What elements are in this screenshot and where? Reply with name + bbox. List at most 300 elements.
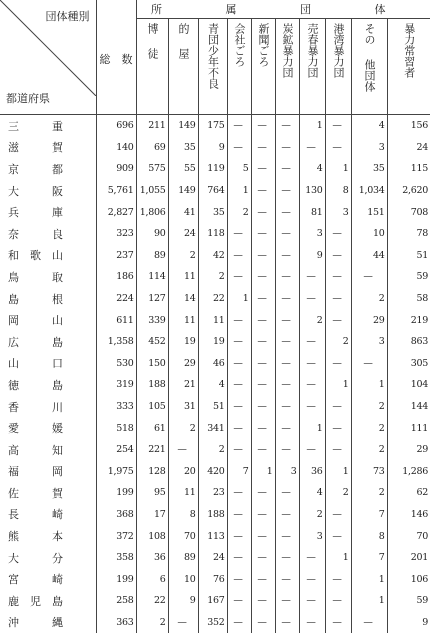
value-cell: —: [275, 396, 299, 418]
value-cell: —: [227, 331, 251, 353]
value-cell: —: [325, 115, 351, 137]
value-cell: —: [227, 266, 251, 288]
value-cell: —: [227, 568, 251, 590]
value-cell: 5: [227, 158, 251, 180]
value-cell: 4: [299, 482, 325, 504]
value-cell: 9: [168, 590, 198, 612]
value-cell: 10: [168, 568, 198, 590]
value-cell: —: [275, 266, 299, 288]
value-cell: 11: [198, 309, 227, 331]
value-cell: —: [251, 417, 275, 439]
value-cell: 339: [136, 309, 168, 331]
value-cell: —: [325, 590, 351, 612]
value-cell: 1,975: [96, 461, 136, 483]
prefecture-cell: 沖 縄: [8, 616, 63, 630]
value-cell: —: [275, 288, 299, 310]
corner-top-label: 団体種別: [45, 10, 90, 23]
value-cell: —: [325, 288, 351, 310]
value-cell: 130: [299, 180, 325, 202]
table-row: [0, 461, 430, 483]
value-cell: 11: [168, 309, 198, 331]
value-cell: 1,358: [96, 331, 136, 353]
value-cell: 111: [387, 417, 430, 439]
value-cell: —: [275, 309, 299, 331]
value-cell: —: [227, 353, 251, 375]
value-cell: —: [351, 266, 387, 288]
prefecture-cell: 滋 賀: [8, 141, 63, 155]
value-cell: 73: [351, 461, 387, 483]
value-cell: 156: [387, 115, 430, 137]
value-cell: 23: [198, 482, 227, 504]
value-cell: 1: [299, 115, 325, 137]
value-cell: 2: [351, 288, 387, 310]
value-cell: 35: [168, 137, 198, 159]
value-cell: 372: [96, 525, 136, 547]
value-cell: —: [251, 137, 275, 159]
value-cell: —: [251, 223, 275, 245]
value-cell: —: [275, 353, 299, 375]
value-cell: 35: [351, 158, 387, 180]
value-cell: 2: [198, 266, 227, 288]
value-cell: 144: [387, 396, 430, 418]
value-cell: 452: [136, 331, 168, 353]
value-cell: —: [299, 612, 325, 633]
value-cell: —: [325, 266, 351, 288]
group-header: [136, 0, 430, 19]
table-row: [0, 137, 430, 159]
value-cell: —: [299, 353, 325, 375]
value-cell: —: [251, 482, 275, 504]
value-cell: —: [251, 201, 275, 223]
value-cell: —: [251, 245, 275, 267]
value-cell: 19: [168, 331, 198, 353]
prefecture-cell: 山 口: [8, 357, 63, 371]
value-cell: 14: [168, 288, 198, 310]
value-cell: 29: [168, 353, 198, 375]
value-cell: 3: [299, 223, 325, 245]
value-cell: 224: [96, 288, 136, 310]
value-cell: 59: [387, 266, 430, 288]
value-cell: 149: [168, 115, 198, 137]
value-cell: 104: [387, 374, 430, 396]
value-cell: —: [299, 439, 325, 461]
value-cell: 59: [387, 590, 430, 612]
prefecture-cell: 鳥 取: [8, 270, 63, 284]
value-cell: —: [227, 223, 251, 245]
value-cell: 24: [387, 137, 430, 159]
value-cell: —: [227, 417, 251, 439]
value-cell: 420: [198, 461, 227, 483]
value-cell: 518: [96, 417, 136, 439]
value-cell: —: [299, 331, 325, 353]
value-cell: 128: [136, 461, 168, 483]
value-cell: —: [251, 590, 275, 612]
value-cell: 146: [387, 504, 430, 526]
value-cell: 1: [351, 568, 387, 590]
column-header-bottom: 他団体: [363, 59, 376, 92]
table-row: [0, 504, 430, 526]
value-cell: 1: [325, 547, 351, 569]
value-cell: —: [251, 353, 275, 375]
value-cell: 199: [96, 482, 136, 504]
table-row: [0, 115, 430, 137]
table-row: [0, 331, 430, 353]
value-cell: 150: [136, 353, 168, 375]
value-cell: 2: [198, 439, 227, 461]
value-cell: 1: [325, 461, 351, 483]
value-cell: 188: [136, 374, 168, 396]
value-cell: —: [325, 396, 351, 418]
table-row: [0, 612, 430, 633]
value-cell: 9: [299, 245, 325, 267]
value-cell: 305: [387, 353, 430, 375]
prefecture-cell: 佐 賀: [8, 486, 63, 500]
table-row: [0, 482, 430, 504]
value-cell: —: [251, 568, 275, 590]
prefecture-cell: 熊 本: [8, 530, 63, 544]
column-header: [136, 19, 168, 115]
value-cell: —: [299, 137, 325, 159]
value-cell: —: [275, 158, 299, 180]
total-header-label: 総 数: [99, 52, 133, 66]
value-cell: —: [251, 309, 275, 331]
value-cell: 764: [198, 180, 227, 202]
column-header: [325, 19, 351, 115]
prefecture-cell: 島 根: [8, 292, 63, 306]
value-cell: 106: [387, 568, 430, 590]
prefecture-cell: 大 阪: [8, 184, 63, 198]
value-cell: —: [275, 137, 299, 159]
value-cell: —: [299, 547, 325, 569]
value-cell: —: [325, 504, 351, 526]
value-cell: —: [275, 374, 299, 396]
value-cell: 22: [198, 288, 227, 310]
value-cell: 70: [387, 525, 430, 547]
value-cell: 8: [168, 504, 198, 526]
value-cell: —: [251, 115, 275, 137]
value-cell: 258: [96, 590, 136, 612]
value-cell: 95: [136, 482, 168, 504]
value-cell: 81: [299, 201, 325, 223]
value-cell: 219: [387, 309, 430, 331]
column-header-top: 港湾暴力団: [332, 23, 345, 78]
value-cell: 3: [351, 137, 387, 159]
value-cell: —: [251, 288, 275, 310]
value-cell: 51: [198, 396, 227, 418]
value-cell: —: [168, 439, 198, 461]
column-header: [275, 19, 299, 115]
value-cell: —: [275, 547, 299, 569]
value-cell: 1: [351, 590, 387, 612]
prefecture-cell: 愛 媛: [8, 422, 63, 436]
prefecture-cell: 兵 庫: [8, 206, 63, 220]
value-cell: 1: [325, 374, 351, 396]
column-header-top: 暴力常習者: [402, 23, 416, 78]
value-cell: —: [251, 504, 275, 526]
value-cell: 2: [325, 331, 351, 353]
value-cell: 140: [96, 137, 136, 159]
value-cell: —: [275, 482, 299, 504]
value-cell: 6: [136, 568, 168, 590]
table-row: [0, 201, 430, 223]
value-cell: —: [251, 439, 275, 461]
value-cell: 10: [351, 223, 387, 245]
prefecture-cell: 和 歌 山: [8, 249, 63, 263]
value-cell: 7: [351, 547, 387, 569]
prefecture-cell: 鹿 児 島: [8, 594, 63, 608]
column-header: [299, 19, 325, 115]
value-cell: —: [275, 439, 299, 461]
value-cell: 4: [198, 374, 227, 396]
value-cell: 1,806: [136, 201, 168, 223]
table-row: [0, 417, 430, 439]
column-header-top: 新聞ごろ: [257, 23, 270, 67]
value-cell: —: [227, 396, 251, 418]
value-cell: —: [227, 482, 251, 504]
table-row: [0, 266, 430, 288]
value-cell: 36: [299, 461, 325, 483]
value-cell: 221: [136, 439, 168, 461]
value-cell: 51: [387, 245, 430, 267]
prefecture-cell: 宮 崎: [8, 573, 63, 587]
value-cell: 115: [387, 158, 430, 180]
value-cell: 696: [96, 115, 136, 137]
value-cell: 29: [351, 309, 387, 331]
value-cell: —: [299, 568, 325, 590]
prefecture-cell: 香 川: [8, 400, 63, 414]
value-cell: 90: [136, 223, 168, 245]
value-cell: 368: [96, 504, 136, 526]
value-cell: 363: [96, 612, 136, 633]
value-cell: —: [251, 396, 275, 418]
value-cell: 9: [198, 137, 227, 159]
group-header-label: 所 属 団 体: [151, 3, 416, 16]
value-cell: 4: [351, 115, 387, 137]
value-cell: 61: [136, 417, 168, 439]
value-cell: —: [227, 115, 251, 137]
table-row: [0, 439, 430, 461]
corner-bottom-label: 都道府県: [6, 92, 50, 105]
value-cell: 24: [168, 223, 198, 245]
value-cell: 1,055: [136, 180, 168, 202]
value-cell: —: [227, 547, 251, 569]
prefecture-cell: 徳 島: [8, 378, 63, 392]
value-cell: —: [275, 612, 299, 633]
value-cell: —: [275, 417, 299, 439]
value-cell: 36: [136, 547, 168, 569]
value-cell: 41: [168, 201, 198, 223]
value-cell: 70: [168, 525, 198, 547]
value-cell: —: [275, 180, 299, 202]
prefecture-cell: 福 岡: [8, 465, 63, 479]
value-cell: 4: [299, 158, 325, 180]
value-cell: 29: [387, 439, 430, 461]
value-cell: 323: [96, 223, 136, 245]
value-cell: 2: [136, 612, 168, 633]
value-cell: 333: [96, 396, 136, 418]
column-header-top: 売春暴力団: [306, 23, 319, 78]
value-cell: —: [325, 223, 351, 245]
column-header-top: 会社ごろ: [233, 23, 246, 67]
value-cell: 201: [387, 547, 430, 569]
value-cell: 1: [227, 288, 251, 310]
value-cell: —: [325, 568, 351, 590]
value-cell: 254: [96, 439, 136, 461]
value-cell: —: [299, 266, 325, 288]
column-header-top: 博: [146, 23, 159, 34]
value-cell: —: [227, 245, 251, 267]
value-cell: —: [275, 201, 299, 223]
value-cell: 575: [136, 158, 168, 180]
value-cell: —: [325, 612, 351, 633]
value-cell: —: [251, 158, 275, 180]
value-cell: 78: [387, 223, 430, 245]
value-cell: 24: [198, 547, 227, 569]
value-cell: 5,761: [96, 180, 136, 202]
table-row: [0, 590, 430, 612]
value-cell: 186: [96, 266, 136, 288]
value-cell: 909: [96, 158, 136, 180]
value-cell: 76: [198, 568, 227, 590]
value-cell: 8: [325, 180, 351, 202]
value-cell: 11: [168, 266, 198, 288]
value-cell: —: [275, 568, 299, 590]
value-cell: —: [227, 525, 251, 547]
value-cell: 7: [351, 504, 387, 526]
table-row: [0, 396, 430, 418]
value-cell: 46: [198, 353, 227, 375]
value-cell: 8: [351, 525, 387, 547]
table-row: [0, 374, 430, 396]
column-header: [351, 19, 387, 115]
value-cell: 58: [387, 288, 430, 310]
value-cell: 2: [325, 482, 351, 504]
value-cell: 2: [168, 417, 198, 439]
value-cell: —: [325, 137, 351, 159]
value-cell: 2: [351, 396, 387, 418]
value-cell: —: [251, 547, 275, 569]
value-cell: —: [227, 612, 251, 633]
value-cell: 118: [198, 223, 227, 245]
table-row: [0, 547, 430, 569]
value-cell: 108: [136, 525, 168, 547]
value-cell: 2: [351, 417, 387, 439]
column-header-top: 的: [177, 23, 190, 34]
table-row: [0, 223, 430, 245]
value-cell: 1: [325, 158, 351, 180]
table-row: [0, 180, 430, 202]
value-cell: 31: [168, 396, 198, 418]
value-cell: —: [325, 353, 351, 375]
value-cell: —: [325, 439, 351, 461]
value-cell: —: [299, 590, 325, 612]
value-cell: 127: [136, 288, 168, 310]
value-cell: —: [275, 223, 299, 245]
value-cell: —: [227, 439, 251, 461]
value-cell: 21: [168, 374, 198, 396]
value-cell: —: [325, 417, 351, 439]
column-header: [168, 19, 198, 115]
column-header-bottom: 屋: [177, 48, 190, 59]
column-header-top: 炭鉱暴力団: [281, 23, 294, 78]
value-cell: —: [168, 612, 198, 633]
value-cell: 89: [168, 547, 198, 569]
value-cell: —: [351, 353, 387, 375]
value-cell: 119: [198, 158, 227, 180]
value-cell: 11: [168, 482, 198, 504]
value-cell: 42: [198, 245, 227, 267]
table-row: [0, 309, 430, 331]
value-cell: —: [227, 590, 251, 612]
value-cell: 1,286: [387, 461, 430, 483]
table-row: [0, 158, 430, 180]
value-cell: —: [227, 504, 251, 526]
prefecture-cell: 長 崎: [8, 508, 63, 522]
value-cell: 1: [251, 461, 275, 483]
value-cell: 3: [351, 331, 387, 353]
value-cell: 35: [198, 201, 227, 223]
corner-header-cell: [0, 0, 96, 115]
prefecture-cell: 京 都: [8, 162, 63, 176]
value-cell: —: [351, 612, 387, 633]
total-header: [96, 0, 136, 115]
value-cell: —: [227, 309, 251, 331]
value-cell: 3: [299, 525, 325, 547]
value-cell: 3: [275, 461, 299, 483]
value-cell: 2: [299, 309, 325, 331]
value-cell: 1: [351, 374, 387, 396]
value-cell: 3: [325, 201, 351, 223]
value-cell: 341: [198, 417, 227, 439]
value-cell: 44: [351, 245, 387, 267]
value-cell: —: [275, 115, 299, 137]
value-cell: —: [325, 309, 351, 331]
value-cell: —: [227, 137, 251, 159]
value-cell: 19: [198, 331, 227, 353]
value-cell: 1: [299, 417, 325, 439]
value-cell: 211: [136, 115, 168, 137]
value-cell: 175: [198, 115, 227, 137]
value-cell: —: [325, 525, 351, 547]
value-cell: 2: [299, 504, 325, 526]
value-cell: 20: [168, 461, 198, 483]
prefecture-cell: 高 知: [8, 443, 63, 457]
prefecture-cell: 広 島: [8, 335, 63, 349]
column-header: [227, 19, 251, 115]
table-row: [0, 245, 430, 267]
value-cell: —: [299, 396, 325, 418]
column-header: [198, 19, 227, 115]
value-cell: —: [275, 245, 299, 267]
value-cell: —: [299, 288, 325, 310]
value-cell: —: [227, 374, 251, 396]
value-cell: 611: [96, 309, 136, 331]
value-cell: —: [275, 525, 299, 547]
value-cell: —: [251, 525, 275, 547]
value-cell: 105: [136, 396, 168, 418]
value-cell: 530: [96, 353, 136, 375]
column-header: [387, 19, 430, 115]
value-cell: 167: [198, 590, 227, 612]
value-cell: —: [251, 612, 275, 633]
value-cell: 352: [198, 612, 227, 633]
value-cell: —: [299, 374, 325, 396]
value-cell: 2,827: [96, 201, 136, 223]
value-cell: —: [275, 590, 299, 612]
value-cell: 863: [387, 331, 430, 353]
value-cell: —: [251, 266, 275, 288]
value-cell: 319: [96, 374, 136, 396]
